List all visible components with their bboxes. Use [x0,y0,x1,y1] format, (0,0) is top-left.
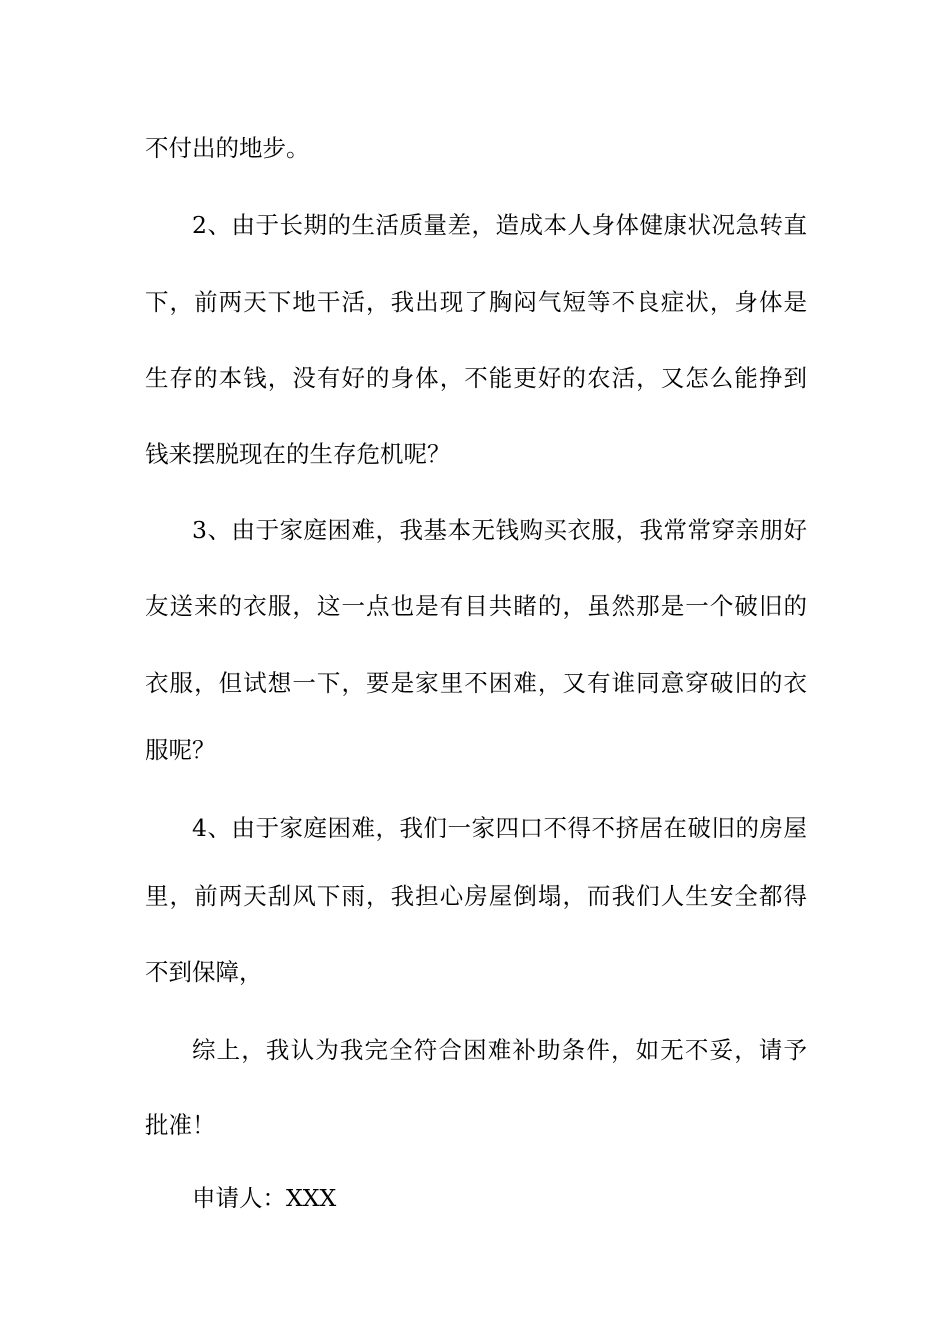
paragraph-3-line: 友送来的衣服，这一点也是有目共睹的，虽然那是一个破旧的 [145,592,807,620]
paragraph-3-line: 3、由于家庭困难，我基本无钱购买衣服，我常常穿亲朋好 [192,516,807,544]
paragraph-3-line: 服呢？ [145,736,216,764]
paragraph-2-line: 2、由于长期的生活质量差，造成本人身体健康状况急转直 [192,211,807,239]
applicant-signature: 申请人：XXX [192,1184,337,1212]
text-line: 不付出的地步。 [145,134,310,162]
paragraph-4-line: 4、由于家庭困难，我们一家四口不得不挤居在破旧的房屋 [192,814,807,842]
paragraph-4-line: 不到保障， [145,958,263,986]
paragraph-4-line: 里，前两天刮风下雨，我担心房屋倒塌，而我们人生安全都得 [145,882,807,910]
conclusion-line: 批准！ [145,1111,216,1139]
paragraph-2-line: 生存的本钱，没有好的身体，不能更好的农活，又怎么能挣到 [145,364,807,392]
paragraph-3-line: 衣服，但试想一下，要是家里不困难，又有谁同意穿破旧的衣 [145,669,807,697]
paragraph-2-line: 钱来摆脱现在的生存危机呢？ [145,440,451,468]
paragraph-2-line: 下，前两天下地干活，我出现了胸闷气短等不良症状，身体是 [145,288,807,316]
conclusion-line: 综上，我认为我完全符合困难补助条件，如无不妥，请予 [192,1036,807,1064]
